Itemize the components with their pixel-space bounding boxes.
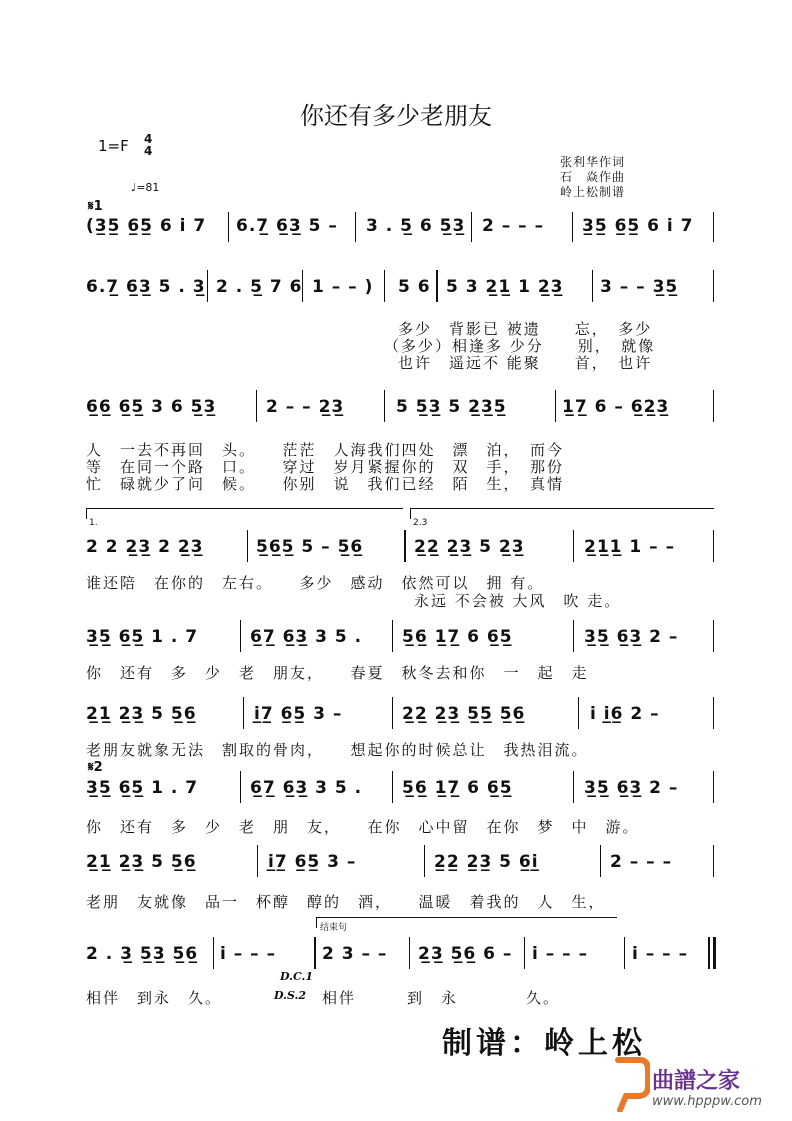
site-url: www.hpppw.com [652, 1094, 762, 1109]
score-measure: 1 – – ) [312, 277, 374, 297]
barline [256, 390, 257, 422]
barline [243, 697, 244, 729]
transcriber-credit: 岭上松制谱 [560, 185, 626, 199]
lyric-line: （多少）相逢多 少分 别， 就像 [384, 337, 656, 355]
barline [600, 845, 601, 877]
score-measure: 5̲6̲5̲ 5 – 5̲6̲ [256, 537, 364, 557]
lyric-line: 谁还陪 在你的 左右。 多少 感动 依然可以 拥 有。 [86, 574, 545, 592]
score-measure: 3̲5̲ 6̲3̲ 2 – [584, 627, 679, 647]
barline [578, 697, 579, 729]
barline [713, 212, 714, 242]
score-measure: 5̲6̲ 1̲7̲ 6 6̲5̲ [402, 778, 513, 798]
score-measure: 5 6 [398, 277, 431, 297]
barline [713, 845, 714, 877]
repeat-barline [436, 270, 438, 302]
barline [228, 212, 229, 242]
barline [392, 697, 393, 729]
lyric-line: 也许 遥远不 能聚 首， 也许 [398, 354, 653, 372]
score-measure: i̲7̲ 6̲5̲ 3 – [268, 852, 357, 872]
meter-top: 4 [144, 132, 153, 146]
volta-1-label: 1. [89, 518, 98, 528]
score-measure: 6̲7̲ 6̲3̲ 3 5 . [250, 778, 363, 798]
score-measure: 2 – – – [610, 852, 673, 872]
ending-bracket [316, 917, 617, 928]
key-signature: 1=F [98, 137, 129, 155]
lyric-line: 相伴 到永 久。 [86, 989, 223, 1007]
barline [213, 937, 214, 969]
score-measure: 2 2 2̲3̲ 2 2̲3̲ [86, 537, 204, 557]
score-measure: 2 3 – – [322, 944, 388, 964]
score-measure: i̲7̲ 6̲5̲ 3 – [254, 704, 343, 724]
barline [471, 212, 472, 242]
volta-1-bracket [86, 508, 403, 528]
score-measure: i i̲6̲ 2 – [590, 704, 660, 724]
score-measure: 5̲6̲ 1̲7̲ 6 6̲5̲ [402, 627, 513, 647]
barline [424, 845, 425, 877]
barline [384, 270, 385, 302]
score-measure: 2̲1̲ 2̲3̲ 5 5̲6̲ [86, 852, 197, 872]
volta-23-label: 2.3 [413, 518, 428, 528]
score-measure: 2̲1̲ 2̲3̲ 5 5̲6̲ [86, 704, 197, 724]
barline [624, 937, 625, 969]
double-barline [314, 937, 316, 969]
site-logo-icon [610, 1056, 650, 1116]
barline [572, 212, 573, 242]
barline [355, 212, 356, 242]
score-measure: 3 . 5̲ 6 5̲3̲ [366, 216, 466, 236]
score-measure: (3̲5̲ 6̲5̲ 6 i 7 [86, 216, 207, 236]
barline [713, 771, 714, 803]
final-barline [708, 937, 710, 969]
page-title: 你还有多少老朋友 [300, 102, 492, 130]
lyric-line: 永远 不会被 大风 吹 走。 [414, 592, 622, 610]
meter-bottom: 4 [144, 144, 153, 158]
lyric-line: 多少 背影已 被遗 忘， 多少 [398, 320, 653, 338]
barline [573, 530, 574, 562]
dc-marking: D.C.1 [280, 970, 314, 983]
score-measure: 3̲5̲ 6̲5̲ 6 i 7 [582, 216, 694, 236]
barline [392, 771, 393, 803]
score-measure: 3̲5̲ 6̲3̲ 2 – [584, 778, 679, 798]
lyricist-credit: 张利华作词 [560, 155, 626, 169]
score-measure: 6̲6̲ 6̲5̲ 3 6 5̲3̲ [86, 397, 217, 417]
score-measure: i – – – [220, 944, 277, 964]
tempo-marking: ♩=81 [131, 181, 160, 194]
score-measure: 5 3 2̲1̲ 1 2̲3̲ [446, 277, 564, 297]
score-measure: 2 . 5̲ 7 6 [216, 277, 303, 297]
lyric-line: 你 还有 多 少 老 朋 友， 在你 心中留 在你 梦 中 游。 [86, 818, 640, 836]
score-measure: 3 – – 3̲5̲ [600, 277, 679, 297]
barline [392, 620, 393, 652]
composer-credit: 石 焱作曲 [560, 170, 626, 184]
barline [713, 530, 714, 562]
time-signature [144, 133, 152, 157]
lyric-line: 等 在同一个路 口。 穿过 岁月紧握你的 双 手， 那份 [86, 458, 565, 476]
barline [713, 697, 714, 729]
ending-label: 结束句 [320, 923, 348, 933]
score-measure: 6̲7̲ 6̲3̲ 3 5 . [250, 627, 363, 647]
barline [592, 270, 593, 302]
score-measure: 3̲5̲ 6̲5̲ 1 . 7 [86, 778, 199, 798]
lyric-line: 你 还有 多 少 老 朋友， 春夏 秋冬去和你 一 起 走 [86, 664, 589, 682]
site-logo-name: 曲譜之家 [652, 1069, 741, 1094]
score-measure: 2̲1̲1̲ 1 – – [584, 537, 676, 557]
score-measure: 2̲2̲ 2̲3̲ 5 6̲i̲ [434, 852, 539, 872]
lyric-line: 人 一去不再回 头。 茫茫 人海我们四处 漂 泊， 而今 [86, 441, 565, 459]
barline [573, 771, 574, 803]
transcriber-signature: 制谱：岭上松 [442, 1026, 646, 1061]
score-measure: 2̲2̲ 2̲3̲ 5̲5̲ 5̲6̲ [402, 704, 526, 724]
barline [573, 620, 574, 652]
lyric-line: 老朋友就象无法 割取的骨肉， 想起你的时候总让 我热泪流。 [86, 741, 589, 759]
volta-23-bracket [410, 508, 714, 528]
barline [257, 845, 258, 877]
score-measure: 2̲2̲ 2̲3̲ 5 2̲3̲ [414, 537, 525, 557]
lyric-line: 老朋 友就像 品一 杯醇 醇的 酒， 温暖 着我的 人 生， [86, 893, 606, 911]
barline [302, 270, 303, 302]
lyric-line: 忙 碌就少了问 候。 你别 说 我们已经 陌 生， 真情 [86, 475, 565, 493]
segno-1: 𝄋1 [88, 199, 103, 214]
barline [384, 390, 385, 422]
barline [240, 771, 241, 803]
barline [713, 620, 714, 652]
score-measure: i – – – [532, 944, 589, 964]
segno-2: 𝄋2 [88, 760, 103, 775]
score-measure: 6.7̲ 6̲3̲ 5 – [236, 216, 338, 236]
score-measure: i – – – [632, 944, 689, 964]
score-measure: 3̲5̲ 6̲5̲ 1 . 7 [86, 627, 199, 647]
barline [409, 937, 410, 969]
score-measure: 1̲7̲ 6 – 6̲2̲3̲ [562, 397, 670, 417]
final-barline-thick [713, 937, 716, 969]
score-measure: 2 . 3̲ 5̲3̲ 5̲6̲ [86, 944, 199, 964]
barline [524, 937, 525, 969]
ds-marking: D.S.2 [274, 989, 307, 1002]
barline [713, 390, 714, 422]
lyric-line: 相伴 到 永 久。 [322, 989, 561, 1007]
score-measure: 5 5̲3̲ 5 2̲3̲5̲ [396, 397, 507, 417]
barline [207, 270, 208, 302]
score-measure: 6.7̲ 6̲3̲ 5 . 3̲ [86, 277, 206, 297]
score-measure: 2̲3̲ 5̲6̲ 6 – [418, 944, 513, 964]
barline [240, 620, 241, 652]
repeat-barline [404, 530, 406, 562]
barline [555, 390, 556, 422]
score-measure: 2 – – 2̲3̲ [266, 397, 345, 417]
score-measure: 2 – – – [482, 216, 545, 236]
barline [247, 530, 248, 562]
barline [713, 270, 714, 302]
